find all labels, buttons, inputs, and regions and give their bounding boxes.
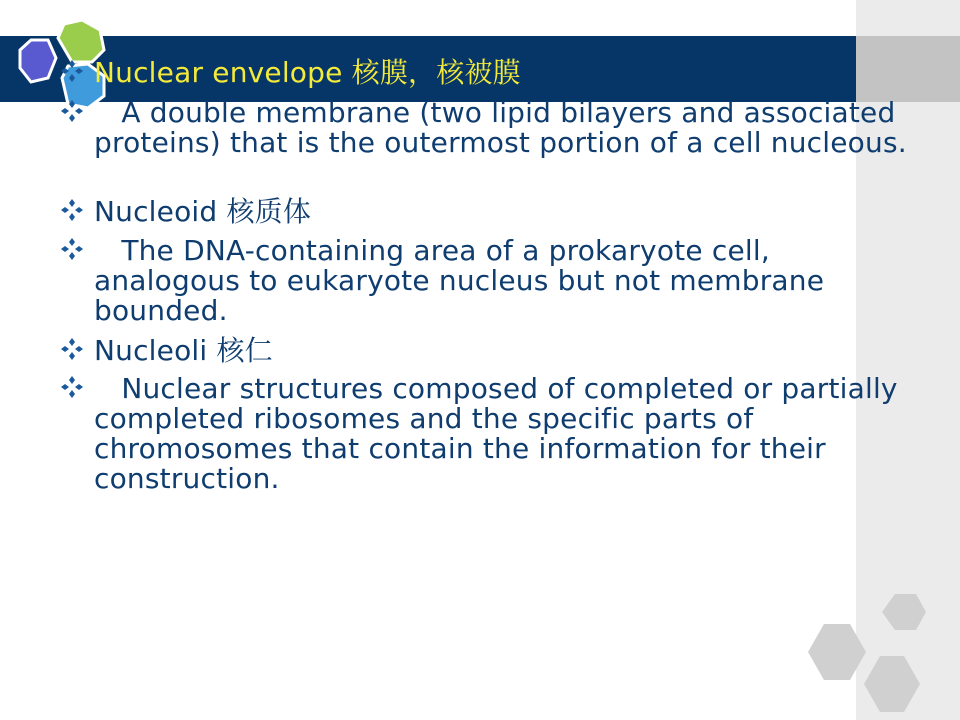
- bullet-item-4: [60, 236, 910, 326]
- diamond-bullet-icon: [60, 337, 84, 361]
- bullet-text: Nuclear envelope 核膜，核被膜: [94, 56, 521, 89]
- bullet-text: Nucleoli 核仁: [94, 334, 273, 367]
- hexagon-gray-top-icon: [882, 594, 926, 630]
- hexagon-gray-bottom-icon: [864, 656, 920, 712]
- bullet-item-3: [60, 197, 910, 227]
- hexagon-purple-icon: [20, 40, 56, 82]
- bullet-item-1: [60, 58, 910, 88]
- bullet-text: The DNA-containing area of a prokaryote cell, analogous to eukaryote nucleus but not membrane bounded.: [94, 234, 834, 327]
- diamond-bullet-icon: [60, 375, 84, 399]
- bullet-text: Nucleoid 核质体: [94, 195, 312, 228]
- bullet-text: A double membrane (two lipid bilayers and associated proteins) that is the outermost portion of a cell nucleous.: [94, 96, 907, 159]
- diamond-bullet-icon: [60, 198, 84, 222]
- diamond-bullet-icon: [60, 59, 84, 83]
- diamond-bullet-icon: [60, 237, 84, 261]
- bullet-item-6: [60, 374, 910, 494]
- bullet-item-5: [60, 336, 910, 366]
- diamond-bullet-icon: [60, 99, 84, 123]
- bullet-text: Nuclear structures composed of completed or partially completed ribosomes and the specific parts of chromosomes that contain the information for their construction.: [94, 372, 907, 495]
- bullet-item-2: [60, 98, 910, 158]
- hexagon-decoration-icon: [800, 584, 960, 720]
- hexagon-gray-left-icon: [808, 624, 866, 680]
